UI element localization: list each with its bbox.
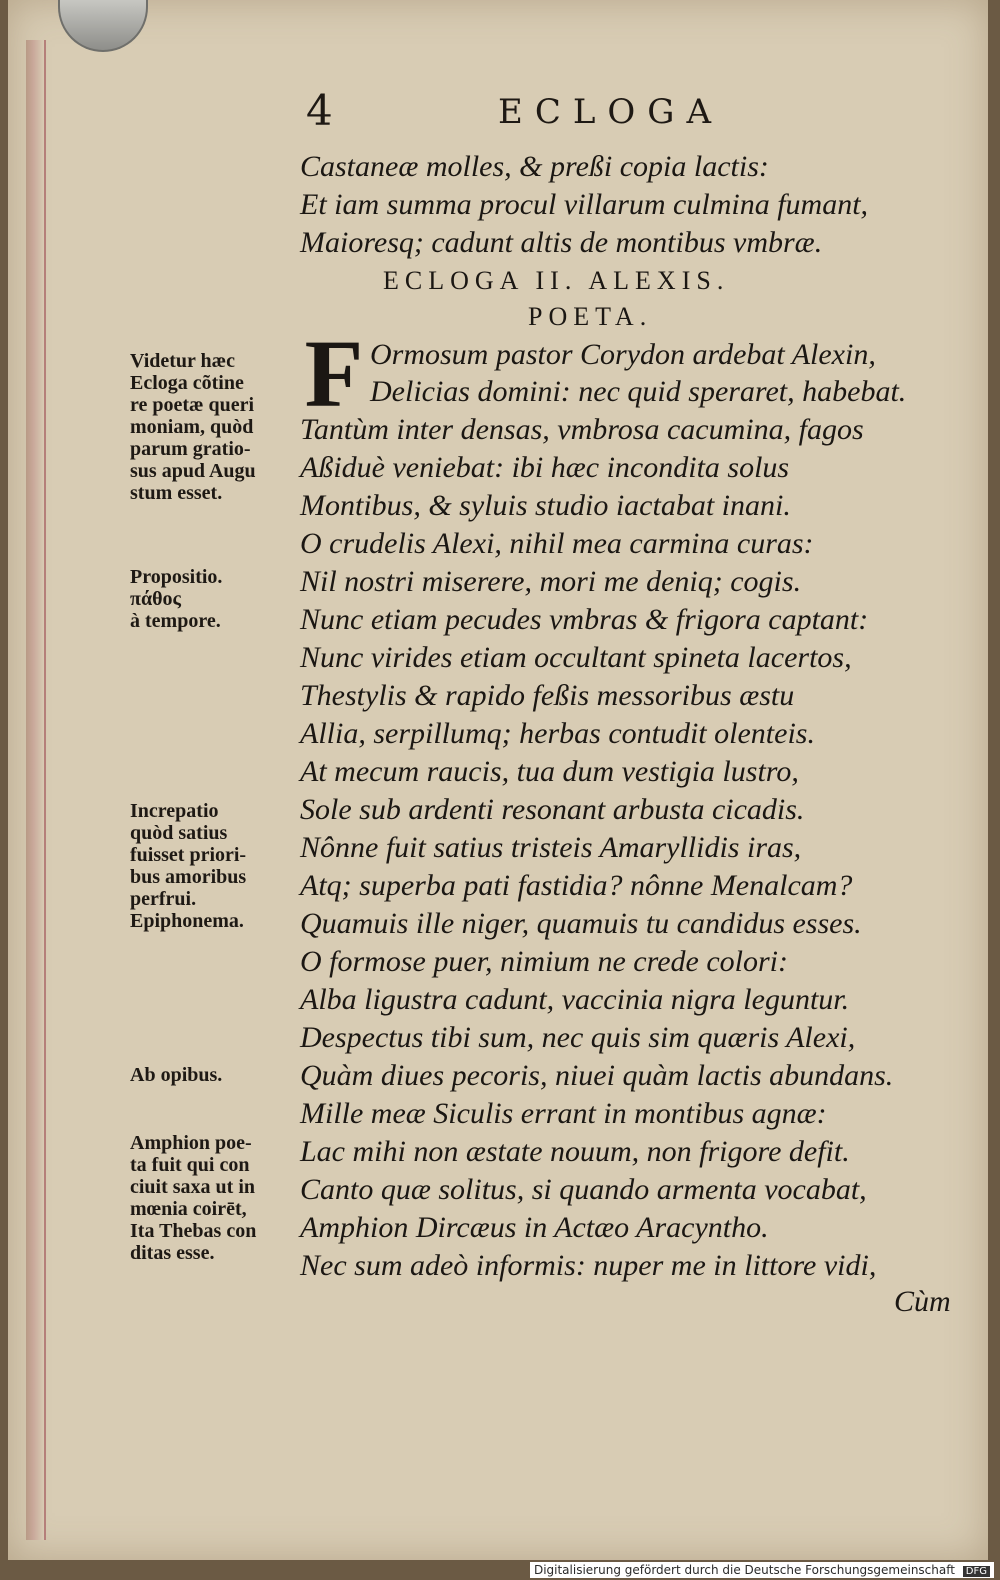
verse-line: Despectus tibi sum, nec quis sim quæris Alexi, — [300, 1021, 856, 1054]
verse-line: Quàm diues pecoris, niuei quàm lactis abundans. — [300, 1059, 894, 1092]
verse-line: Delicias domini: nec quid speraret, habebat. — [370, 375, 907, 408]
verse-line: Tantùm inter densas, vmbrosa cacumina, fagos — [300, 413, 864, 446]
verse-line: Thestylis & rapido feßis messoribus æstu — [300, 679, 795, 712]
verse-line: O formose puer, nimium ne crede colori: — [300, 945, 788, 978]
verse-line: Amphion Dircæus in Actæo Aracyntho. — [300, 1211, 769, 1244]
verse-line: Et iam summa procul villarum culmina fumant, — [300, 188, 869, 221]
verse-line: Lac mihi non æstate nouum, non frigore defit. — [300, 1135, 850, 1168]
running-head: ECLOGA — [498, 92, 723, 132]
marginal-note: Amphion poe- ta fuit qui con ciuit saxa ut in mœnia coirēt, Ita Thebas con ditas esse. — [130, 1132, 257, 1264]
verse-line: Nunc virides etiam occultant spineta lacertos, — [300, 641, 852, 674]
dfg-logo: DFG — [963, 1566, 990, 1577]
drop-cap-initial: F — [304, 320, 364, 427]
page-number: 4 — [306, 86, 333, 135]
verse-line: Castaneæ molles, & preßi copia lactis: — [300, 150, 769, 183]
verse-line: Allia, serpillumq; herbas contudit olenteis. — [300, 717, 815, 750]
digitization-footer — [530, 1562, 994, 1578]
marginal-note: Videtur hæc Ecloga cõtine re poetæ queri moniam, quòd parum gratio- sus apud Augu stum esset. — [130, 350, 256, 504]
book-page — [8, 0, 988, 1560]
marginal-note: Increpatio quòd satius fuisset priori- bus amoribus perfrui. Epiphonema. — [130, 800, 247, 932]
speaker-heading: POETA. — [528, 302, 653, 331]
verse-line: Nônne fuit satius tristeis Amaryllidis iras, — [300, 831, 802, 864]
verse-line: Atq; superba pati fastidia? nônne Menalcam? — [300, 869, 853, 902]
page-edge — [26, 40, 46, 1540]
verse-line: Mille meæ Siculis errant in montibus agnæ: — [300, 1097, 827, 1130]
verse-line: Ormosum pastor Corydon ardebat Alexin, — [370, 338, 876, 371]
footer-text: Digitalisierung gefördert durch die Deutsche Forschungsgemeinschaft — [533, 1563, 955, 1577]
verse-line: Quamuis ille niger, quamuis tu candidus esses. — [300, 907, 862, 940]
verse-line: O crudelis Alexi, nihil mea carmina curas: — [300, 527, 814, 560]
verse-line: Nec sum adeò informis: nuper me in littore vidi, — [300, 1249, 877, 1282]
catchword: Cùm — [894, 1285, 951, 1318]
verse-line: At mecum raucis, tua dum vestigia lustro, — [300, 755, 799, 788]
page-header — [298, 86, 758, 138]
verse-line: Nunc etiam pecudes vmbras & frigora captant: — [300, 603, 869, 636]
verse-line: Sole sub ardenti resonant arbusta cicadis. — [300, 793, 805, 826]
verse-line: Montibus, & syluis studio iactabat inani. — [300, 489, 791, 522]
eclogue-title: ECLOGA II. ALEXIS. — [383, 266, 730, 295]
verse-line: Canto quæ solitus, si quando armenta vocabat, — [300, 1173, 867, 1206]
verse-line: Aßiduè veniebat: ibi hæc incondita solus — [300, 451, 790, 484]
verse-line: Nil nostri miserere, mori me deniq; cogis. — [300, 565, 802, 598]
marginal-note: Ab opibus. — [130, 1064, 223, 1086]
metal-clip — [58, 0, 148, 52]
verse-line: Alba ligustra cadunt, vaccinia nigra leguntur. — [300, 983, 850, 1016]
verse-line: Maioresq; cadunt altis de montibus vmbræ. — [300, 226, 823, 259]
marginal-note: Propositio. πάθος à tempore. — [130, 566, 223, 632]
